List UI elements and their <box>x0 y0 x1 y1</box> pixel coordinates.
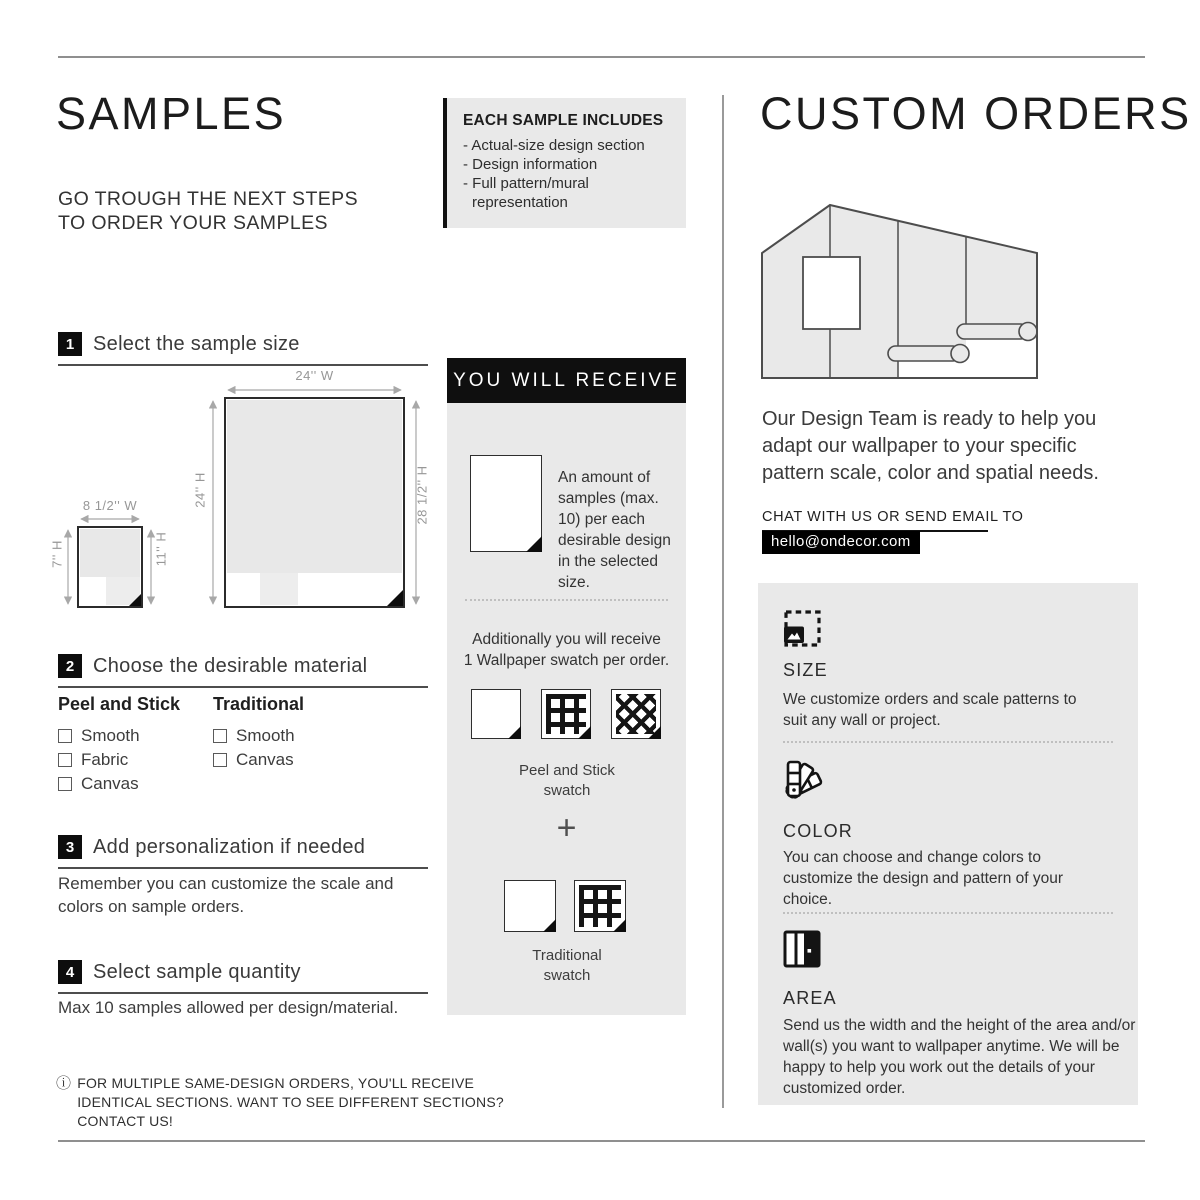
crosshatch-swatch-icon <box>611 689 661 739</box>
checkbox[interactable] <box>213 753 227 767</box>
feature-area-title: AREA <box>783 988 837 1008</box>
material-column-peel-and-stick <box>58 694 180 796</box>
checkbox[interactable] <box>58 729 72 743</box>
samples-intro-line1: GO TROUGH THE NEXT STEPS <box>58 188 358 210</box>
swatch-fold-corner <box>613 919 626 932</box>
dotted-divider <box>783 741 1113 743</box>
large-sample-height-left-label: 24'' H <box>192 472 208 508</box>
bottom-rule <box>58 1140 1145 1142</box>
material-option-label: Smooth <box>236 726 295 745</box>
swatch-fold-corner <box>648 726 661 739</box>
small-sample-height-left-label: 7'' H <box>49 540 65 568</box>
wallpaper-roll-end <box>1019 323 1037 341</box>
blank-swatch-icon <box>471 689 521 739</box>
design-team-paragraph: Our Design Team is ready to help you adapt our wallpaper to your specific pattern scale, color and spatial needs. <box>762 408 1099 484</box>
blank-swatch-icon <box>504 880 556 932</box>
step2-header <box>58 654 428 688</box>
samples-intro <box>58 187 358 235</box>
custom-orders-title: CUSTOM ORDERS <box>760 88 1192 139</box>
swatch-fold-corner <box>578 726 591 739</box>
feature-size-text: We customize orders and scale patterns to suit any wall or project. <box>783 691 1077 729</box>
material-group-title: Peel and Stick <box>58 694 181 714</box>
chat-label: CHAT WITH US OR SEND EMAIL TO <box>762 509 988 532</box>
sample-includes-box <box>443 98 686 228</box>
material-option-label: Smooth <box>81 726 140 745</box>
step2-title: Choose the desirable material <box>93 654 368 677</box>
swatch-fold-corner <box>508 726 521 739</box>
wallpaper-roll <box>888 346 960 361</box>
large-sample-swatch-area <box>260 573 298 605</box>
feature-color-text: You can choose and change colors to customize the design and pattern of your choice. <box>783 849 1064 908</box>
material-option <box>213 724 304 748</box>
small-sample-height-right-label: 11'' H <box>153 531 169 567</box>
checkbox[interactable] <box>58 753 72 767</box>
plus-icon: + <box>556 809 577 847</box>
large-sample-width-label: 24'' W <box>295 368 334 383</box>
you-will-receive-panel <box>447 403 686 1015</box>
large-sample-height-right-label: 28 1/2'' H <box>414 465 430 525</box>
material-option-label: Fabric <box>81 750 129 769</box>
dotted-divider <box>783 912 1113 914</box>
area-icon <box>783 930 821 968</box>
feature-area-text: Send us the width and the height of the area and/or wall(s) you want to wallpaper anytime. We will be happy to help you work out the details of your customized order. <box>783 1017 1136 1097</box>
step1-number-badge: 1 <box>58 332 82 356</box>
email-link[interactable]: hello@ondecor.com <box>762 531 920 554</box>
step4-header <box>58 960 428 994</box>
dotted-divider <box>465 599 668 601</box>
top-rule <box>58 56 1145 58</box>
samples-title: SAMPLES <box>56 88 287 139</box>
size-icon <box>783 609 821 647</box>
footer-note <box>56 1074 536 1131</box>
feature-size-title: SIZE <box>783 660 828 680</box>
small-sample-pattern-area <box>80 529 140 577</box>
sample-page-icon <box>470 455 542 552</box>
small-sample-width-label: 8 1/2'' W <box>82 498 138 513</box>
step3-number-badge: 3 <box>58 835 82 859</box>
material-option <box>58 772 180 796</box>
feature-color-title: COLOR <box>783 821 854 841</box>
grid-swatch-icon <box>541 689 591 739</box>
color-icon <box>783 759 825 801</box>
checkbox[interactable] <box>58 777 72 791</box>
step3-text: Remember you can customize the scale and colors on sample orders. <box>58 874 394 916</box>
footer-note-text: FOR MULTIPLE SAME-DESIGN ORDERS, YOU'LL RECEIVE IDENTICAL SECTIONS. WANT TO SEE DIFFERENT SECTIONS? CONTACT US! <box>77 1075 504 1129</box>
step4-number-badge: 4 <box>58 960 82 984</box>
material-group-title: Traditional <box>213 694 305 714</box>
material-option <box>58 748 180 772</box>
traditional-swatch-label: Traditional swatch <box>532 947 602 984</box>
large-sample-pattern-area <box>227 400 402 573</box>
column-divider <box>722 95 724 1108</box>
wallpaper-roll <box>957 324 1028 339</box>
material-option <box>58 724 180 748</box>
swatch-fold-corner <box>543 919 556 932</box>
sample-includes-item: - Full pattern/mural representation <box>463 175 589 211</box>
info-icon: ⓘ <box>56 1075 72 1092</box>
step1-header <box>58 332 428 366</box>
sample-size-diagram-graphic <box>50 366 430 618</box>
sample-includes-item: - Design information <box>463 156 598 173</box>
additional-text-line2: 1 Wallpaper swatch per order. <box>463 652 670 669</box>
page-fold-corner <box>526 536 542 552</box>
step1-title: Select the sample size <box>93 332 300 355</box>
sample-includes-item: - Actual-size design section <box>463 137 645 154</box>
peel-swatch-label: Peel and Stick swatch <box>519 762 615 799</box>
sample-size-diagram <box>50 366 430 618</box>
step2-number-badge: 2 <box>58 654 82 678</box>
you-will-receive-header: YOU WILL RECEIVE <box>447 358 686 403</box>
grid-swatch-icon <box>574 880 626 932</box>
step4-title: Select sample quantity <box>93 960 301 983</box>
email-container <box>762 531 920 554</box>
material-option-label: Canvas <box>81 774 139 793</box>
samples-amount-text: An amount of samples (max. 10) per each desirable design in the selected size. <box>558 469 671 591</box>
material-option <box>213 748 304 772</box>
custom-features-panel <box>758 583 1138 1105</box>
window <box>803 257 860 329</box>
additional-text <box>447 629 686 671</box>
step3-title: Add personalization if needed <box>93 835 366 858</box>
wallpaper-wall-illustration <box>755 196 1045 386</box>
sample-includes-title: EACH SAMPLE INCLUDES <box>463 112 664 129</box>
step4-text: Max 10 samples allowed per design/material. <box>58 998 399 1017</box>
step3-header <box>58 835 428 869</box>
samples-intro-line2: TO ORDER YOUR SAMPLES <box>58 212 328 234</box>
wallpaper-roll-end <box>951 345 969 363</box>
material-option-label: Canvas <box>236 750 294 769</box>
checkbox[interactable] <box>213 729 227 743</box>
material-column-traditional <box>213 694 304 772</box>
additional-text-line1: Additionally you will receive <box>472 631 661 648</box>
